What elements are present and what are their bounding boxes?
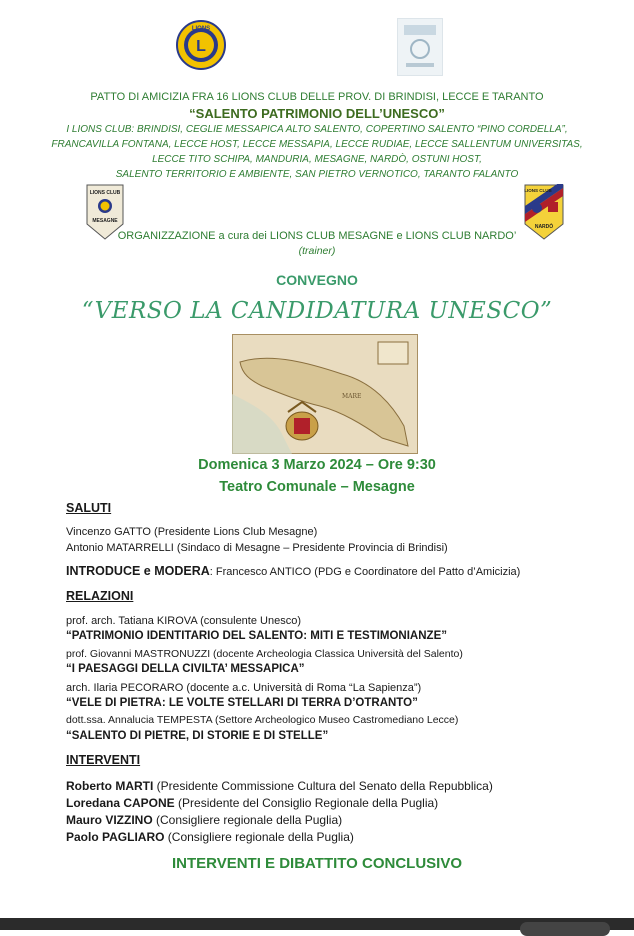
saluti-line-1: Vincenzo GATTO (Presidente Lions Club Mesagne)	[66, 526, 318, 538]
intervento-3-name: Mauro VIZZINO	[66, 813, 153, 827]
header-clubs-line-1: I LIONS CLUB: BRINDISI, CEGLIE MESSAPICA ALTO SALENTO, COPERTINO SALENTO “PINO CORDELLA”,	[66, 124, 568, 135]
relazione-1-talk: “PATRIMONIO IDENTITARIO DEL SALENTO: MITI E TESTIMONIANZE”	[66, 630, 447, 642]
intervento-4-name: Paolo PAGLIARO	[66, 830, 165, 844]
svg-text:MARE: MARE	[342, 393, 362, 400]
section-saluti-heading: SALUTI	[66, 501, 112, 515]
introduce-line	[66, 563, 520, 580]
organizer-line: ORGANIZZAZIONE a cura dei LIONS CLUB MESAGNE e LIONS CLUB NARDO’	[117, 230, 517, 242]
relazione-1-speaker: prof. arch. Tatiana KIROVA (consulente Unesco)	[66, 615, 301, 627]
intervento-3	[66, 812, 342, 828]
lions-international-logo	[176, 20, 226, 70]
event-title: “VERSO LA CANDIDATURA UNESCO”	[81, 298, 553, 324]
intervento-1	[66, 778, 493, 794]
intervento-2-role: (Presidente del Consiglio Regionale della Puglia)	[174, 796, 439, 810]
closing-line: INTERVENTI E DIBATTITO CONCLUSIVO	[171, 855, 463, 872]
header-title: “SALENTO PATRIMONIO DELL’UNESCO”	[189, 106, 445, 121]
bottom-scroll-pill[interactable]	[520, 922, 610, 936]
header-clubs-line-2: FRANCAVILLA FONTANA, LECCE HOST, LECCE MESSAPIA, LECCE RUDIAE, LECCE SALLENTUM UNIVERSITAS,	[51, 139, 583, 150]
intervento-2	[66, 795, 438, 811]
event-date: Domenica 3 Marzo 2024 – Ore 9:30	[198, 457, 436, 473]
intervento-2-name: Loredana CAPONE	[66, 796, 175, 810]
header-pact-line: PATTO DI AMICIZIA FRA 16 LIONS CLUB DELLE PROV. DI BRINDISI, LECCE E TARANTO	[90, 91, 544, 103]
event-venue: Teatro Comunale – Mesagne	[219, 479, 415, 495]
header-clubs-line-4: SALENTO TERRITORIO E AMBIENTE, SAN PIETRO VERNOTICO, TARANTO FALANTO	[115, 169, 519, 180]
section-interventi-heading: INTERVENTI	[66, 753, 141, 767]
svg-text:NARDÒ: NARDÒ	[534, 224, 554, 230]
relazione-3-talk: “VELE DI PIETRA: LE VOLTE STELLARI DI TERRA D’OTRANTO”	[66, 697, 418, 709]
antique-map-illustration	[232, 334, 418, 454]
event-type: CONVEGNO	[276, 272, 358, 288]
organizer-trainer: (trainer)	[298, 245, 336, 257]
header-clubs-line-3: LECCE TITO SCHIPA, MANDURIA, MESAGNE, NARDÒ, OSTUNI HOST,	[152, 154, 482, 165]
intervento-4	[66, 829, 354, 845]
intervento-3-role: (Consigliere regionale della Puglia)	[152, 813, 343, 827]
relazione-4-talk: “SALENTO DI PIETRE, DI STORIE E DI STELLE”	[66, 730, 329, 742]
intervento-1-name: Roberto MARTI	[66, 779, 154, 793]
intervento-4-role: (Consigliere regionale della Puglia)	[164, 830, 354, 844]
svg-text:L: L	[196, 38, 206, 55]
svg-text:LIONS CLUB: LIONS CLUB	[524, 188, 552, 193]
relazione-2-speaker: prof. Giovanni MASTRONUZZI (docente Archeologia Classica Università del Salento)	[66, 648, 463, 660]
saluti-line-2: Antonio MATARRELLI (Sindaco di Mesagne – Presidente Provincia di Brindisi)	[66, 542, 448, 554]
relazione-4-speaker: dott.ssa. Annalucia TEMPESTA (Settore Archeologico Museo Castromediano Lecce)	[66, 714, 459, 726]
section-relazioni-heading: RELAZIONI	[66, 589, 134, 603]
introduce-label: INTRODUCE e MODERA	[66, 564, 210, 578]
unesco-logo	[397, 18, 443, 76]
svg-text:MESAGNE: MESAGNE	[92, 218, 118, 224]
svg-text:LIONS CLUB: LIONS CLUB	[89, 190, 121, 196]
relazione-2-talk: “I PAESAGGI DELLA CIVILTA’ MESSAPICA”	[66, 663, 305, 675]
introduce-text: : Francesco ANTICO (PDG e Coordinatore del Patto d’Amicizia)	[209, 566, 521, 578]
lions-logo-text: LIONS	[191, 26, 211, 32]
relazione-3-speaker: arch. Ilaria PECORARO (docente a.c. Università di Roma “La Sapienza”)	[66, 682, 422, 694]
intervento-1-role: (Presidente Commissione Cultura del Senato della Repubblica)	[153, 779, 493, 793]
